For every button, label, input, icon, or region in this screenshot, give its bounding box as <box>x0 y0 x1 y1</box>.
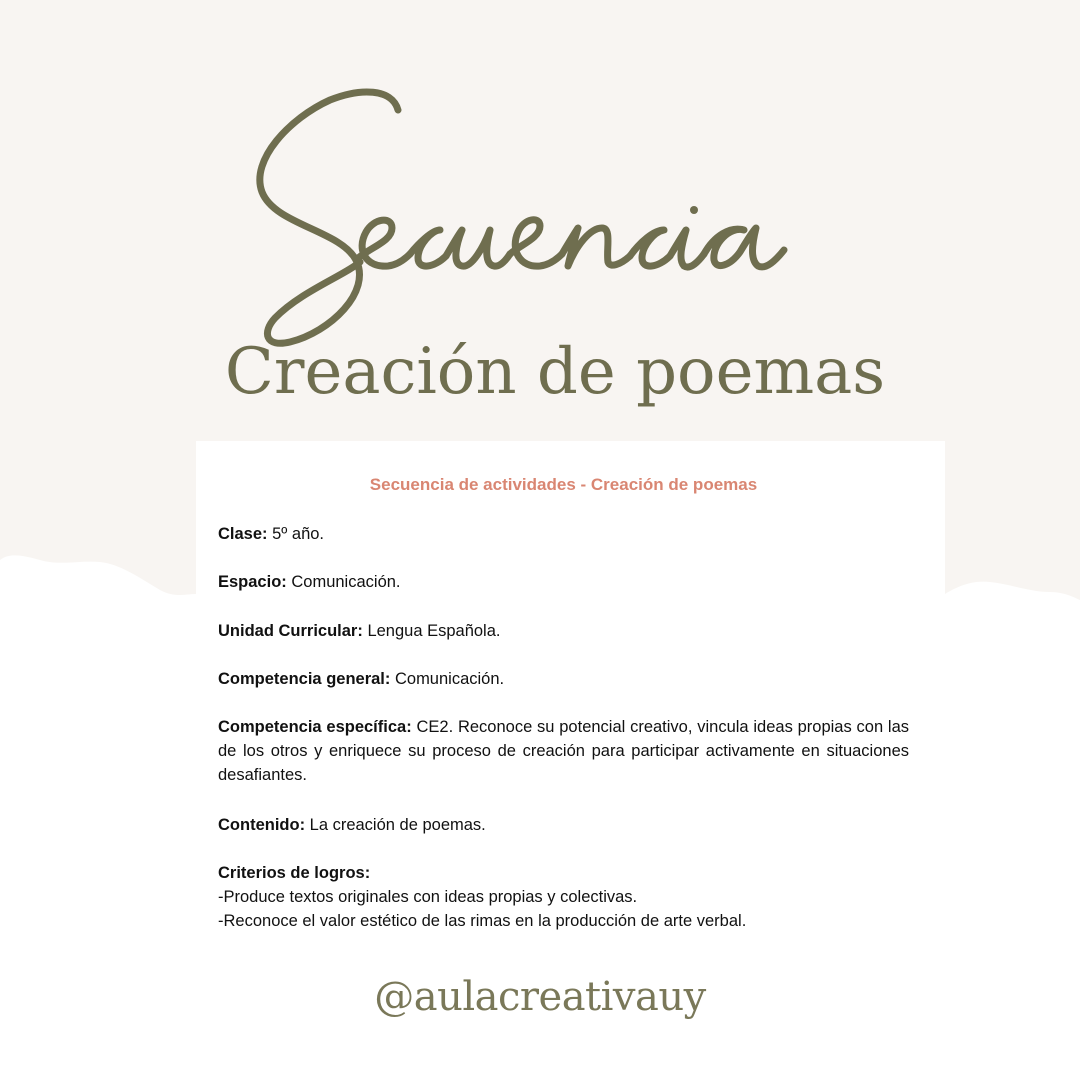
field-criterios <box>218 861 909 933</box>
field-value: Comunicación. <box>286 573 401 591</box>
field-value: La creación de poemas. <box>305 816 486 834</box>
field-label: Competencia específica: <box>218 718 412 736</box>
field-label: Espacio: <box>218 573 287 591</box>
field-value: Lengua Española. <box>362 622 501 640</box>
field-espacio <box>218 570 909 594</box>
field-clase <box>218 522 909 546</box>
field-value: CE2. Reconoce su potencial creativo, vincula ideas propias con las de los otros y enriquece su proceso de creación para participar activamente en situaciones desafiantes. <box>218 718 909 784</box>
field-unidad-curricular <box>218 619 909 643</box>
field-competencia-especifica <box>218 715 909 787</box>
field-label: Clase: <box>218 525 268 543</box>
field-value: 5º año. <box>267 525 325 543</box>
social-handle: @aulacreativauy <box>374 974 706 1020</box>
field-label: Criterios de logros: <box>218 864 371 882</box>
subtitle: Creación de poemas <box>224 335 886 409</box>
criterio-item: -Reconoce el valor estético de las rimas en la producción de arte verbal. <box>218 912 747 930</box>
field-contenido <box>218 813 909 837</box>
field-value: Comunicación. <box>390 670 505 688</box>
field-label: Unidad Curricular: <box>218 622 363 640</box>
document-card <box>196 441 945 961</box>
field-label: Competencia general: <box>218 670 391 688</box>
field-label: Contenido: <box>218 816 306 834</box>
script-title <box>0 70 1080 360</box>
field-competencia-general <box>218 667 909 691</box>
document-heading: Secuencia de actividades - Creación de poemas <box>369 475 758 494</box>
criterio-item: -Produce textos originales con ideas propias y colectivas. <box>218 888 638 906</box>
